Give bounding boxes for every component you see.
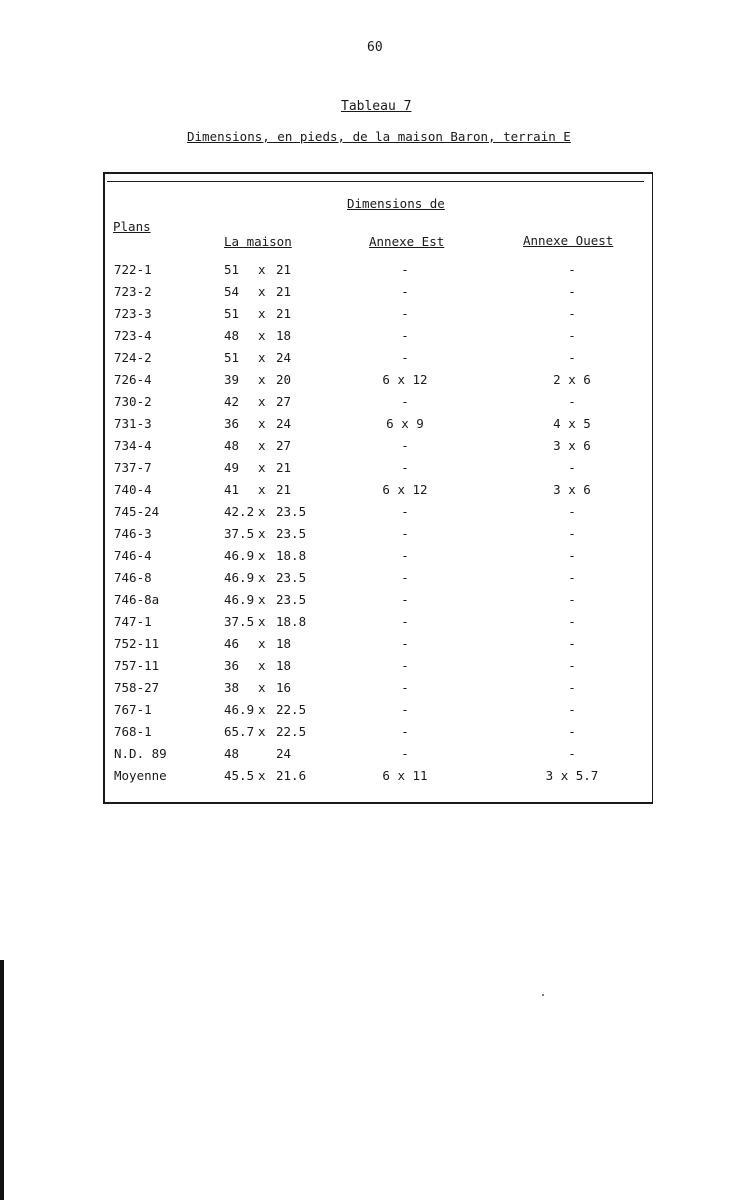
- cell-maison-length: 48: [224, 746, 240, 761]
- table-row: [0, 350, 745, 372]
- cell-maison-width: 21.6: [276, 768, 307, 783]
- cell-plan: 746-8a: [114, 592, 160, 607]
- cell-maison-length: 42.2: [224, 504, 255, 519]
- cell-maison-width: 21: [276, 284, 292, 299]
- cell-maison-length: 45.5: [224, 768, 255, 783]
- scan-speck: [542, 994, 544, 996]
- cell-plan: 723-3: [114, 306, 152, 321]
- table-row: [0, 504, 745, 526]
- cell-maison-length: 48: [224, 438, 240, 453]
- cell-plan: 730-2: [114, 394, 152, 409]
- cell-plan: 747-1: [114, 614, 152, 629]
- cell-annexe-ouest: 3 x 5.7: [545, 768, 599, 783]
- table-row: [0, 482, 745, 504]
- cell-maison-length: 37.5: [224, 614, 255, 629]
- cell-maison-times: x: [258, 482, 266, 497]
- cell-plan: 737-7: [114, 460, 152, 475]
- cell-maison-width: 21: [276, 262, 292, 277]
- page-number: 60: [367, 40, 383, 55]
- cell-maison-width: 27: [276, 438, 292, 453]
- cell-maison-length: 37.5: [224, 526, 255, 541]
- table-row: [0, 636, 745, 658]
- cell-maison-times: x: [258, 350, 266, 365]
- cell-annexe-ouest: -: [568, 746, 576, 761]
- table-row: [0, 262, 745, 284]
- cell-maison-width: 24: [276, 746, 292, 761]
- cell-plan: N.D. 89: [114, 746, 167, 761]
- cell-maison-times: x: [258, 262, 266, 277]
- cell-maison-length: 46.9: [224, 570, 255, 585]
- cell-annexe-est: -: [401, 394, 409, 409]
- cell-annexe-est: -: [401, 460, 409, 475]
- cell-annexe-ouest: -: [568, 504, 576, 519]
- table-row: [0, 746, 745, 768]
- cell-maison-times: x: [258, 614, 266, 629]
- table-row: [0, 702, 745, 724]
- cell-annexe-est: -: [401, 526, 409, 541]
- cell-maison-width: 22.5: [276, 724, 307, 739]
- cell-annexe-ouest: -: [568, 680, 576, 695]
- cell-maison-length: 48: [224, 328, 240, 343]
- cell-maison-times: x: [258, 724, 266, 739]
- cell-maison-width: 24: [276, 350, 292, 365]
- cell-annexe-ouest: -: [568, 724, 576, 739]
- header-plans: Plans: [113, 219, 151, 234]
- cell-plan: 724-2: [114, 350, 152, 365]
- cell-plan: 746-8: [114, 570, 152, 585]
- table-row: [0, 460, 745, 482]
- cell-annexe-est: -: [401, 680, 409, 695]
- cell-maison-times: x: [258, 438, 266, 453]
- cell-maison-length: 42: [224, 394, 240, 409]
- cell-plan: Moyenne: [114, 768, 167, 783]
- table-row: [0, 526, 745, 548]
- cell-maison-times: x: [258, 504, 266, 519]
- cell-maison-width: 24: [276, 416, 292, 431]
- table-row: [0, 416, 745, 438]
- cell-annexe-est: -: [401, 504, 409, 519]
- cell-maison-times: x: [258, 592, 266, 607]
- cell-annexe-ouest: 3 x 6: [553, 438, 591, 453]
- cell-maison-times: x: [258, 416, 266, 431]
- cell-maison-times: x: [258, 460, 266, 475]
- cell-maison-length: 54: [224, 284, 240, 299]
- cell-maison-length: 36: [224, 658, 240, 673]
- cell-maison-width: 20: [276, 372, 292, 387]
- header-annexe-est: Annexe Est: [369, 234, 445, 249]
- cell-maison-width: 18: [276, 658, 292, 673]
- cell-annexe-ouest: -: [568, 636, 576, 651]
- cell-maison-times: x: [258, 372, 266, 387]
- table-row: [0, 284, 745, 306]
- cell-annexe-est: -: [401, 702, 409, 717]
- cell-maison-width: 22.5: [276, 702, 307, 717]
- cell-maison-width: 23.5: [276, 526, 307, 541]
- cell-annexe-est: 6 x 12: [382, 372, 428, 387]
- cell-maison-width: 16: [276, 680, 292, 695]
- cell-annexe-est: -: [401, 614, 409, 629]
- table-row: [0, 438, 745, 460]
- cell-maison-width: 21: [276, 482, 292, 497]
- cell-annexe-ouest: -: [568, 350, 576, 365]
- cell-maison-length: 51: [224, 262, 240, 277]
- table-body: [0, 262, 745, 790]
- cell-maison-width: 23.5: [276, 570, 307, 585]
- table-row: [0, 394, 745, 416]
- cell-annexe-est: -: [401, 328, 409, 343]
- cell-maison-times: x: [258, 570, 266, 585]
- cell-annexe-est: -: [401, 548, 409, 563]
- table-row: [0, 548, 745, 570]
- header-la-maison: La maison: [224, 234, 292, 249]
- cell-plan: 757-11: [114, 658, 160, 673]
- cell-maison-length: 39: [224, 372, 240, 387]
- frame-divider: [107, 181, 644, 182]
- table-row: [0, 372, 745, 394]
- cell-maison-times: x: [258, 328, 266, 343]
- cell-annexe-est: -: [401, 438, 409, 453]
- cell-plan: 740-4: [114, 482, 152, 497]
- cell-annexe-est: -: [401, 570, 409, 585]
- cell-annexe-ouest: -: [568, 570, 576, 585]
- cell-annexe-est: -: [401, 306, 409, 321]
- table-row: [0, 614, 745, 636]
- cell-plan: 722-1: [114, 262, 152, 277]
- cell-maison-length: 46: [224, 636, 240, 651]
- cell-maison-width: 21: [276, 306, 292, 321]
- header-dimensions-de: Dimensions de: [347, 196, 445, 211]
- cell-maison-width: 18: [276, 636, 292, 651]
- cell-annexe-ouest: -: [568, 284, 576, 299]
- table-row: [0, 680, 745, 702]
- cell-maison-length: 41: [224, 482, 240, 497]
- cell-maison-times: x: [258, 306, 266, 321]
- header-annexe-ouest: Annexe Ouest: [523, 233, 614, 248]
- cell-plan: 746-4: [114, 548, 152, 563]
- cell-maison-times: x: [258, 526, 266, 541]
- cell-maison-width: 23.5: [276, 504, 307, 519]
- cell-annexe-est: 6 x 11: [382, 768, 428, 783]
- cell-plan: 752-11: [114, 636, 160, 651]
- cell-maison-times: x: [258, 394, 266, 409]
- cell-plan: 731-3: [114, 416, 152, 431]
- cell-annexe-ouest: -: [568, 658, 576, 673]
- cell-annexe-ouest: 3 x 6: [553, 482, 591, 497]
- cell-annexe-ouest: 2 x 6: [553, 372, 591, 387]
- cell-maison-width: 18.8: [276, 548, 307, 563]
- cell-annexe-est: -: [401, 724, 409, 739]
- cell-maison-times: x: [258, 658, 266, 673]
- cell-annexe-ouest: -: [568, 548, 576, 563]
- cell-annexe-est: -: [401, 284, 409, 299]
- cell-maison-length: 65.7: [224, 724, 255, 739]
- cell-maison-length: 46.9: [224, 702, 255, 717]
- cell-maison-length: 46.9: [224, 592, 255, 607]
- cell-annexe-ouest: -: [568, 394, 576, 409]
- cell-annexe-ouest: 4 x 5: [553, 416, 591, 431]
- cell-maison-times: x: [258, 636, 266, 651]
- cell-maison-times: x: [258, 548, 266, 563]
- cell-annexe-est: 6 x 9: [386, 416, 424, 431]
- cell-annexe-ouest: -: [568, 328, 576, 343]
- cell-plan: 767-1: [114, 702, 152, 717]
- cell-plan: 745-24: [114, 504, 160, 519]
- cell-plan: 746-3: [114, 526, 152, 541]
- cell-annexe-est: -: [401, 658, 409, 673]
- cell-annexe-ouest: -: [568, 460, 576, 475]
- cell-plan: 723-2: [114, 284, 152, 299]
- cell-plan: 723-4: [114, 328, 152, 343]
- cell-maison-width: 21: [276, 460, 292, 475]
- cell-maison-length: 38: [224, 680, 240, 695]
- cell-annexe-est: -: [401, 746, 409, 761]
- cell-annexe-ouest: -: [568, 614, 576, 629]
- table-row: [0, 328, 745, 350]
- table-row: [0, 724, 745, 746]
- cell-maison-length: 51: [224, 350, 240, 365]
- table-title: Tableau 7: [341, 99, 412, 114]
- cell-annexe-ouest: -: [568, 306, 576, 321]
- cell-maison-width: 23.5: [276, 592, 307, 607]
- cell-maison-length: 46.9: [224, 548, 255, 563]
- cell-maison-length: 51: [224, 306, 240, 321]
- cell-annexe-ouest: -: [568, 526, 576, 541]
- cell-annexe-est: 6 x 12: [382, 482, 428, 497]
- cell-plan: 726-4: [114, 372, 152, 387]
- cell-annexe-ouest: -: [568, 702, 576, 717]
- table-row: [0, 306, 745, 328]
- cell-annexe-est: -: [401, 350, 409, 365]
- cell-annexe-ouest: -: [568, 262, 576, 277]
- cell-maison-width: 18: [276, 328, 292, 343]
- scan-edge-bar: [0, 960, 4, 1200]
- cell-maison-width: 27: [276, 394, 292, 409]
- table-row: [0, 570, 745, 592]
- table-row: [0, 768, 745, 790]
- cell-annexe-est: -: [401, 592, 409, 607]
- cell-maison-times: x: [258, 680, 266, 695]
- cell-maison-times: x: [258, 284, 266, 299]
- cell-plan: 758-27: [114, 680, 160, 695]
- cell-plan: 734-4: [114, 438, 152, 453]
- cell-maison-times: x: [258, 702, 266, 717]
- cell-maison-width: 18.8: [276, 614, 307, 629]
- cell-maison-length: 49: [224, 460, 240, 475]
- table-row: [0, 592, 745, 614]
- cell-annexe-ouest: -: [568, 592, 576, 607]
- cell-maison-times: x: [258, 768, 266, 783]
- cell-annexe-est: -: [401, 262, 409, 277]
- cell-maison-length: 36: [224, 416, 240, 431]
- cell-annexe-est: -: [401, 636, 409, 651]
- table-subtitle: Dimensions, en pieds, de la maison Baron, terrain E: [187, 129, 571, 144]
- cell-plan: 768-1: [114, 724, 152, 739]
- table-row: [0, 658, 745, 680]
